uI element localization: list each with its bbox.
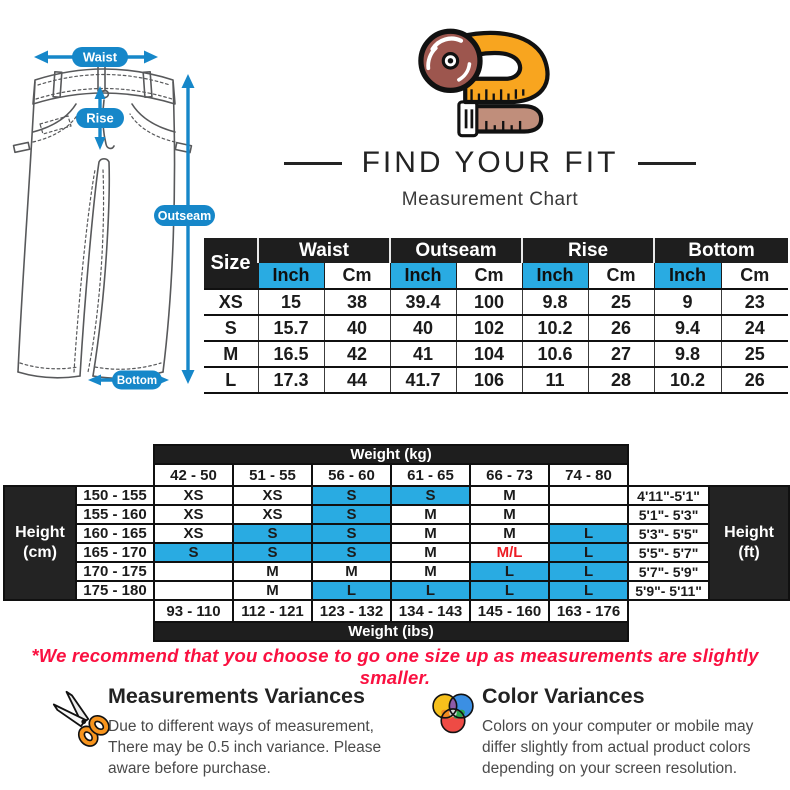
- fit-cell: M: [233, 581, 312, 600]
- fit-cell: M: [391, 562, 470, 581]
- measurements-variances-block: Measurements Variances Due to different ways of measurement, There may be 0.5 inch variance. Please aware before purchase.: [108, 684, 408, 779]
- fit-cell: S: [312, 505, 391, 524]
- measurement-value: 16.5: [258, 341, 324, 367]
- fit-cell: M: [233, 562, 312, 581]
- rise-label: Rise: [86, 110, 114, 126]
- measurement-value: 104: [456, 341, 522, 367]
- weight-range-lbs: 134 - 143: [391, 600, 470, 622]
- group-header-outseam: Outseam: [390, 238, 522, 263]
- measurement-value: 15: [258, 289, 324, 315]
- size-row-xs: [204, 289, 788, 315]
- group-header-rise: Rise: [522, 238, 654, 263]
- title-dash-right: [638, 162, 696, 165]
- fit-cell: L: [549, 581, 628, 600]
- fit-cell: M: [391, 505, 470, 524]
- measurement-value: 44: [324, 367, 390, 393]
- unit-header: Inch: [522, 263, 588, 289]
- size-row-m: [204, 341, 788, 367]
- height-range-ft: 5'7"- 5'9": [628, 562, 709, 581]
- fit-cell: S: [233, 543, 312, 562]
- fit-cell: S: [233, 524, 312, 543]
- fit-cell: L: [312, 581, 391, 600]
- measurement-value: 9.4: [654, 315, 721, 341]
- weight-range-lbs: 163 - 176: [549, 600, 628, 622]
- fit-cell: XS: [154, 486, 233, 505]
- fit-cell: XS: [154, 505, 233, 524]
- weight-range-lbs: 93 - 110: [154, 600, 233, 622]
- unit-header: Inch: [258, 263, 324, 289]
- fit-cell: XS: [154, 524, 233, 543]
- size-table: [204, 238, 788, 394]
- height-range-cm: 175 - 180: [76, 581, 154, 600]
- page-title-row: [240, 146, 740, 180]
- size-label: L: [204, 367, 258, 393]
- pants-diagram: [8, 20, 216, 422]
- fit-cell: L: [391, 581, 470, 600]
- fit-cell: [154, 581, 233, 600]
- height-ft-header: Height (ft): [709, 486, 789, 600]
- measurement-value: 25: [721, 341, 788, 367]
- measurement-value: 27: [588, 341, 654, 367]
- weight-range-kg: 74 - 80: [549, 464, 628, 486]
- height-range-cm: 160 - 165: [76, 524, 154, 543]
- rise-arrow: [76, 86, 124, 150]
- unit-header: Cm: [324, 263, 390, 289]
- waist-arrow: [34, 47, 158, 67]
- weight-range-lbs: 123 - 132: [312, 600, 391, 622]
- height-range-ft: 5'1"- 5'3": [628, 505, 709, 524]
- weight-range-lbs: 112 - 121: [233, 600, 312, 622]
- fit-cell: [549, 505, 628, 524]
- measurement-value: 41: [390, 341, 456, 367]
- size-label: S: [204, 315, 258, 341]
- measurement-value: 17.3: [258, 367, 324, 393]
- measurement-value: 10.2: [654, 367, 721, 393]
- measurement-value: 42: [324, 341, 390, 367]
- size-row-l: [204, 367, 788, 393]
- color-circles-icon: [427, 689, 479, 741]
- fit-cell: S: [391, 486, 470, 505]
- height-range-ft: 5'5"- 5'7": [628, 543, 709, 562]
- scissors-icon: [52, 689, 110, 749]
- measurement-value: 11: [522, 367, 588, 393]
- fit-cell: M: [391, 524, 470, 543]
- weight-range-lbs: 145 - 160: [470, 600, 549, 622]
- height-range-ft: 5'9"- 5'11": [628, 581, 709, 600]
- fit-cell: S: [312, 524, 391, 543]
- weight-range-kg: 61 - 65: [391, 464, 470, 486]
- fit-cell: M: [391, 543, 470, 562]
- fit-cell: L: [549, 543, 628, 562]
- measurements-variances-title: Measurements Variances: [108, 684, 365, 708]
- outseam-label: Outseam: [157, 209, 212, 223]
- size-row-s: [204, 315, 788, 341]
- fit-cell: L: [549, 524, 628, 543]
- bottom-arrow: [88, 371, 169, 390]
- bottom-label: Bottom: [116, 375, 158, 387]
- fit-cell: S: [154, 543, 233, 562]
- fit-cell: L: [470, 581, 549, 600]
- height-cm-header: Height (cm): [4, 486, 76, 600]
- page-title: FIND YOUR FIT: [361, 146, 619, 179]
- weight-range-kg: 56 - 60: [312, 464, 391, 486]
- measurement-value: 23: [721, 289, 788, 315]
- measurement-value: 38: [324, 289, 390, 315]
- measurement-value: 39.4: [390, 289, 456, 315]
- weight-lbs-header: Weight (ibs): [154, 622, 628, 641]
- measurement-value: 26: [588, 315, 654, 341]
- size-up-note: *We recommend that you choose to go one size up as measurements are slightly smaller.: [31, 645, 759, 688]
- height-range-ft: 4'11"-5'1": [628, 486, 709, 505]
- weight-range-kg: 66 - 73: [470, 464, 549, 486]
- fit-cell: [154, 562, 233, 581]
- group-header-waist: Waist: [258, 238, 390, 263]
- measurement-value: 9: [654, 289, 721, 315]
- group-header-bottom: Bottom: [654, 238, 788, 263]
- measurement-value: 9.8: [522, 289, 588, 315]
- fit-cell: S: [312, 543, 391, 562]
- measurement-value: 106: [456, 367, 522, 393]
- measurement-value: 100: [456, 289, 522, 315]
- size-label: XS: [204, 289, 258, 315]
- fit-cell: L: [549, 562, 628, 581]
- tape-measure-icon: [406, 26, 554, 141]
- measurement-value: 25: [588, 289, 654, 315]
- fit-cell: XS: [233, 505, 312, 524]
- weight-range-kg: 51 - 55: [233, 464, 312, 486]
- measurement-value: 40: [390, 315, 456, 341]
- measurement-value: 26: [721, 367, 788, 393]
- unit-header: Inch: [654, 263, 721, 289]
- fit-cell: M: [312, 562, 391, 581]
- fit-cell: M: [470, 524, 549, 543]
- color-variances-title: Color Variances: [482, 684, 645, 708]
- measurement-value: 40: [324, 315, 390, 341]
- size-label: M: [204, 341, 258, 367]
- fit-cell: L: [470, 562, 549, 581]
- height-range-ft: 5'3"- 5'5": [628, 524, 709, 543]
- unit-header: Cm: [456, 263, 522, 289]
- height-range-cm: 165 - 170: [76, 543, 154, 562]
- fit-cell: M: [470, 505, 549, 524]
- weight-range-kg: 42 - 50: [154, 464, 233, 486]
- height-range-cm: 155 - 160: [76, 505, 154, 524]
- measurement-value: 41.7: [390, 367, 456, 393]
- height-range-cm: 170 - 175: [76, 562, 154, 581]
- height-range-cm: 150 - 155: [76, 486, 154, 505]
- page-subtitle: Measurement Chart: [401, 189, 579, 210]
- weight-kg-header: Weight (kg): [154, 445, 628, 464]
- height-weight-table: [3, 444, 790, 642]
- measurement-value: 28: [588, 367, 654, 393]
- fit-cell: S: [312, 486, 391, 505]
- unit-header: Inch: [390, 263, 456, 289]
- measurement-value: 24: [721, 315, 788, 341]
- fit-cell: M/L: [470, 543, 549, 562]
- measurement-value: 15.7: [258, 315, 324, 341]
- waist-label: Waist: [82, 49, 118, 65]
- unit-header: Cm: [588, 263, 654, 289]
- size-corner-header: Size: [204, 238, 258, 289]
- measurement-value: 9.8: [654, 341, 721, 367]
- color-variances-block: Color Variances Colors on your computer or mobile may differ slightly from actual product colors depending on your screen resolution.: [482, 684, 784, 779]
- unit-header: Cm: [721, 263, 788, 289]
- fit-cell: XS: [233, 486, 312, 505]
- measurement-value: 10.6: [522, 341, 588, 367]
- measurement-value: 10.2: [522, 315, 588, 341]
- measurement-value: 102: [456, 315, 522, 341]
- fit-cell: [549, 486, 628, 505]
- fit-cell: M: [470, 486, 549, 505]
- title-dash-left: [284, 162, 342, 165]
